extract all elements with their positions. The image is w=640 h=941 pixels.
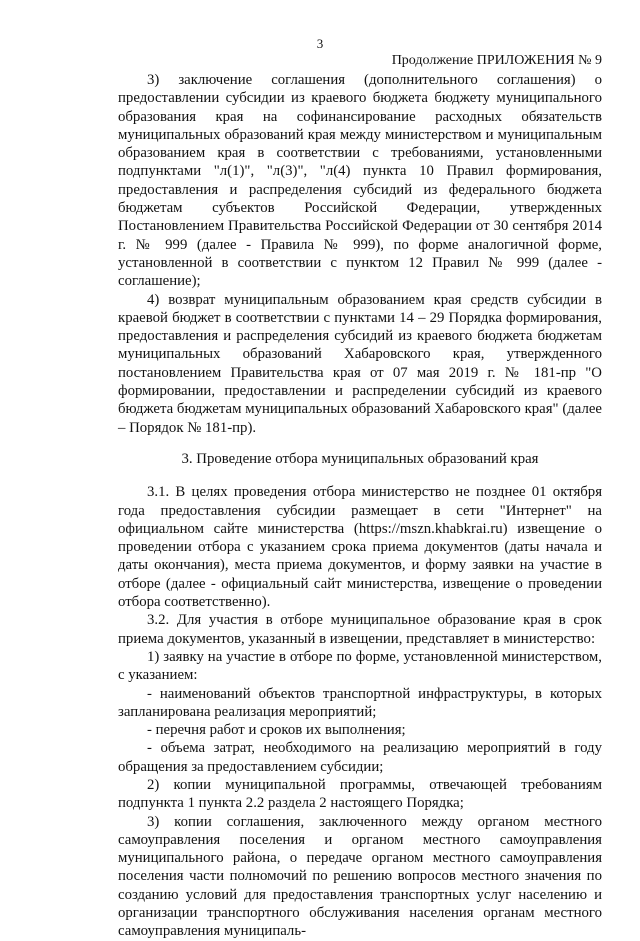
list-item-application: 1) заявку на участие в отборе по форме, установленной министерством, с указанием:	[118, 648, 602, 684]
paragraph-item-3: 3) заключение соглашения (дополнительного соглашения) о предоставлении субсидии из краевого бюджета бюджету муниципального образования края на софинансирование расходных обязательств муниципальных образований края между министерством и муниципальным образованием края в соответствии с требованиями, установленными подпунктами "л(1)", "л(3)", "л(4) пункта 10 Правил формирования, предоставления и распределения субсидий из федерального бюджета бюджетам субъектов Российской Федерации, утвержденных Постановлением Правительства Российской Федерации от 30 сентября 2014 г. № 999 (далее - Правила № 999), по форме аналогичной форме, установленной в соответствии с пунктом 12 Правил № 999 (далее - соглашение);	[118, 72, 602, 290]
appendix-continuation-label: Продолжение ПРИЛОЖЕНИЯ № 9	[391, 53, 602, 68]
list-item-agreement-copies: 3) копии соглашения, заключенного между органом местного самоуправления поселения и органом местного самоуправления муниципального района, о передаче органом местного самоуправления поселения части полномочий по решению вопросов местного значения по созданию условий для предоставления транспортных услуг населению и организации транспортного обслуживания населения органам местного самоуправления муниципаль-	[118, 813, 602, 940]
list-subitem-costs: - объема затрат, необходимого на реализацию мероприятий в году обращения за предоставлением субсидии;	[118, 740, 602, 775]
section-heading: 3. Проведение отбора муниципальных образований края	[181, 450, 539, 467]
document-body	[118, 71, 602, 941]
paragraph-item-4: 4) возврат муниципальным образованием края средств субсидии в краевой бюджет в соответствии с пунктами 14 – 29 Порядка формирования, предоставления и распределения субсидий из краевого бюджета бюджетам муниципальных образований Хабаровского края, утвержденного постановлением Правительства края от 07 мая 2019 г. № 181-пр "О формировании, предоставлении и распределении субсидий из краевого бюджета бюджетам муниципальных образований Хабаровского края" (далее – Порядок № 181-пр).	[118, 291, 602, 436]
paragraph-3-2: 3.2. Для участия в отборе муниципальное образование края в срок приема документов, указанный в извещении, представляет в министерство:	[118, 612, 602, 647]
list-subitem-works: - перечня работ и сроков их выполнения;	[147, 722, 406, 739]
list-item-program-copies: 2) копии муниципальной программы, отвечающей требованиям подпункта 1 пункта 2.2 раздела 2 настоящего Порядка;	[118, 776, 602, 812]
list-subitem-objects: - наименований объектов транспортной инфраструктуры, в которых запланирована реализация мероприятий;	[118, 685, 602, 720]
page-number: 3	[316, 36, 324, 51]
paragraph-3-1: 3.1. В целях проведения отбора министерство не позднее 01 октября года предоставления субсидии размещает в сети "Интернет" на официальном сайте министерства (https://mszn.khabkrai.ru) извещение о проведении отбора с указанием срока приема документов (даты начала и даты окончания), места приема документов, и форму заявки на участие в отборе (далее - официальный сайт министерства, извещение о проведении отбора соответственно).	[118, 484, 602, 611]
